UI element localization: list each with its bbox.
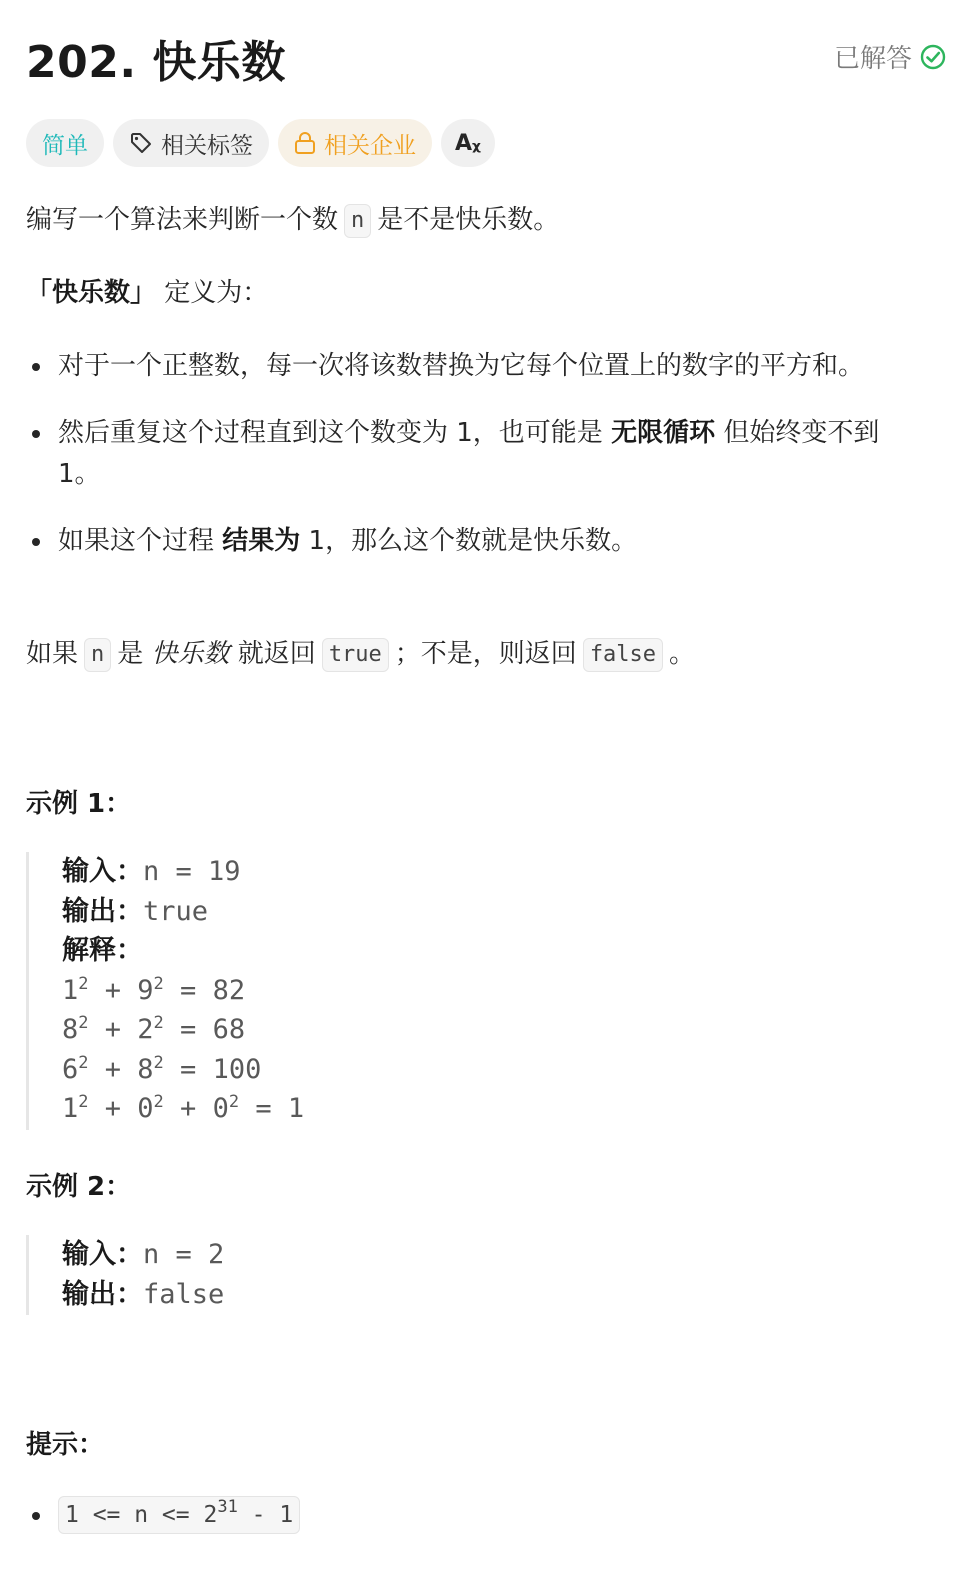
difficulty-badge[interactable]: [26, 119, 104, 167]
list-item: [26, 521, 926, 562]
return-text: 如果: [26, 639, 79, 669]
explanation-line: $8^2 + 2^2 = 68$: [62, 1013, 246, 1045]
list-item-text: 然后重复这个过程直到这个数变为 1，也可能是: [58, 418, 612, 448]
explanation-line: $1^2 + 0^2 + 0^2 = 1$: [62, 1092, 305, 1124]
explanation-label: 解释：: [62, 935, 143, 966]
output-value: false: [143, 1278, 225, 1310]
solved-label: 已解答: [833, 44, 912, 74]
tag-bar: [26, 119, 495, 167]
example-2-title: 示例 2：: [26, 1172, 132, 1202]
definition-rest: 定义为：: [156, 278, 269, 308]
intro-text-end: 是不是快乐数。: [377, 205, 560, 235]
definition-bold: 「快乐数」: [26, 278, 157, 308]
lock-icon: [294, 131, 316, 155]
description-intro: [26, 200, 559, 240]
definition-list: [26, 346, 926, 588]
explanation-line: $1^2 + 9^2 = 82$: [62, 973, 246, 1006]
related-tags-button[interactable]: [113, 119, 269, 167]
difficulty-label: 简单: [42, 132, 88, 159]
hints-title: 提示：: [26, 1430, 105, 1460]
explanation-line: $6^2 + 8^2 = 100$: [62, 1052, 262, 1085]
input-value: n = 2: [143, 1239, 225, 1270]
related-companies-label: 相关企业: [324, 132, 416, 159]
problem-title: 202. 快乐数: [26, 37, 286, 88]
return-text: 是: [117, 639, 152, 669]
return-text: 就返回: [229, 639, 316, 669]
output-label: 输出：: [62, 1278, 143, 1310]
return-description: [26, 634, 695, 674]
example-2-block: [26, 1235, 224, 1315]
intro-text: 编写一个算法来判断一个数: [26, 205, 339, 235]
list-item: [26, 413, 913, 495]
inline-code-n: n: [84, 638, 111, 672]
tag-icon: [129, 131, 153, 155]
list-item-bold: 无限循环: [611, 418, 716, 448]
list-item: [26, 346, 868, 387]
related-companies-button[interactable]: [278, 119, 432, 167]
translate-button[interactable]: [441, 119, 495, 167]
list-item-text: 对于一个正整数，每一次将该数替换为它每个位置上的数字的平方和。: [58, 351, 865, 381]
return-text: ；不是，则返回: [394, 639, 577, 669]
input-label: 输入：: [62, 1239, 143, 1270]
solved-status: [834, 38, 946, 75]
constraint-code: $1 <= n <= 2^{31} - 1$: [58, 1496, 300, 1534]
translate-icon: Aᵪ: [455, 130, 481, 156]
list-item-bold: 结果为: [222, 526, 301, 556]
list-item-text-end: 1，那么这个数就是快乐数。: [300, 526, 638, 556]
list-item-text-end: 但始终变不到 1。: [58, 418, 880, 489]
input-label: 输入：: [62, 856, 143, 887]
return-emphasis: 快乐数: [151, 639, 230, 669]
definition-heading: [26, 273, 268, 313]
check-circle-icon: [920, 44, 946, 70]
related-tags-label: 相关标签: [161, 132, 253, 159]
example-1-block: [26, 852, 304, 1130]
list-item-text: 如果这个过程: [58, 526, 223, 556]
inline-code-true: true: [322, 638, 389, 672]
inline-code-false: false: [583, 638, 663, 672]
return-text: 。: [669, 639, 696, 669]
output-value: true: [143, 895, 209, 927]
input-value: n = 19: [143, 856, 241, 887]
example-1-title: 示例 1：: [26, 789, 132, 819]
inline-code-n: n: [344, 204, 371, 238]
output-label: 输出：: [62, 895, 143, 927]
